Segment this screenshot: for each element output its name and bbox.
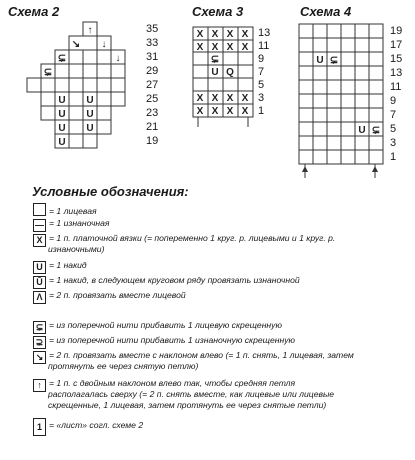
svg-text:X: X xyxy=(226,42,234,53)
legend-item-cdd: ↑ = 1 п. с двойным наклоном влево так, чтобы средняя петля xyxy=(33,378,295,392)
legend-item-garter-cont: изнаночными) xyxy=(48,244,105,254)
svg-text:⊊: ⊊ xyxy=(43,67,53,78)
m1-knit-symbol: ⊊ xyxy=(33,321,46,334)
knit-symbol xyxy=(33,203,46,216)
svg-text:X: X xyxy=(241,29,249,40)
svg-text:U: U xyxy=(58,137,66,148)
svg-text:Q: Q xyxy=(226,67,234,78)
svg-text:X: X xyxy=(226,106,234,117)
svg-text:↑: ↑ xyxy=(87,25,93,36)
svg-text:X: X xyxy=(196,42,204,53)
legend-item-ssk: ↘ = 2 п. провязать вместе с наклоном влево (= 1 п. снять, 1 лицевая, затем xyxy=(33,350,354,364)
charts-svg xyxy=(0,0,415,190)
svg-text:X: X xyxy=(241,106,249,117)
svg-text:↓: ↓ xyxy=(101,39,107,50)
svg-text:X: X xyxy=(226,93,234,104)
svg-text:⊊: ⊊ xyxy=(371,125,381,136)
svg-text:X: X xyxy=(196,106,204,117)
svg-text:U: U xyxy=(86,123,94,134)
scheme-2-title: Схема 2 xyxy=(8,4,60,19)
ssk-symbol: ↘ xyxy=(33,351,46,364)
svg-text:U: U xyxy=(316,55,324,66)
k2tog-symbol: Λ xyxy=(33,291,46,304)
svg-text:X: X xyxy=(196,93,204,104)
legend-item-k2tog: Λ = 2 п. провязать вместе лицевой xyxy=(33,290,186,304)
svg-text:X: X xyxy=(211,29,219,40)
scheme-2-row-numbers: 35 33 31 29 27 25 23 21 19 xyxy=(146,23,159,147)
legend-title: Условные обозначения: xyxy=(32,184,189,199)
svg-text:↓: ↓ xyxy=(115,53,121,64)
scheme-4-row-numbers: 19 17 15 13 11 9 7 5 3 1 xyxy=(390,25,403,163)
svg-text:X: X xyxy=(226,29,234,40)
leaf-symbol: 1 xyxy=(33,418,46,436)
legend-item-yarnover-purl: Ū = 1 накид, в следующем круговом ряду провязать изнаночной xyxy=(33,275,300,289)
scheme-3-title: Схема 3 xyxy=(192,4,244,19)
purl-symbol: — xyxy=(35,220,44,230)
scheme-4-grid xyxy=(299,24,383,178)
svg-text:U: U xyxy=(86,95,94,106)
svg-text:X: X xyxy=(211,93,219,104)
yarnover-symbol: U xyxy=(33,261,46,274)
legend-item-leaf: 1 = «лист» согл. схеме 2 xyxy=(33,418,143,436)
cdd-symbol: ↑ xyxy=(33,379,46,392)
svg-text:U: U xyxy=(58,123,66,134)
scheme-4-title: Схема 4 xyxy=(300,4,352,19)
m1-purl-symbol: ⊋ xyxy=(33,336,46,349)
svg-text:X: X xyxy=(196,29,204,40)
svg-text:↘: ↘ xyxy=(71,39,81,50)
legend-item-knit: = 1 лицевая xyxy=(33,203,97,216)
svg-text:X: X xyxy=(241,42,249,53)
svg-text:U: U xyxy=(358,125,366,136)
svg-text:U: U xyxy=(58,109,66,120)
garter-symbol: X xyxy=(33,234,46,247)
svg-text:⊊: ⊊ xyxy=(57,53,67,64)
svg-text:U: U xyxy=(58,95,66,106)
legend-item-yarnover: U = 1 накид xyxy=(33,260,87,274)
legend-item-purl: — = 1 изнаночная xyxy=(35,218,110,230)
scheme-3-row-numbers: 13 11 9 7 5 3 1 xyxy=(258,27,271,117)
svg-text:⊊: ⊊ xyxy=(329,55,339,66)
legend-item-garter: X = 1 п. платочной вязки (= попеременно 1 круг. р. лицевыми и 1 круг. р. xyxy=(33,233,335,247)
yarnover-purl-symbol: Ū xyxy=(33,276,46,289)
legend-item-m1-knit: ⊊ = из поперечной нити прибавить 1 лицевую скрещенную xyxy=(33,320,282,334)
svg-text:U: U xyxy=(211,67,219,78)
legend-item-ssk-cont: протянуть ее через снятую петлю) xyxy=(48,361,199,371)
legend-item-m1-purl: ⊋ = из поперечной нити прибавить 1 изнаночную скрещенную xyxy=(33,335,295,349)
legend-item-cdd-cont: располагалась сверху (= 2 п. снять вместе, как лицевые или лицевые xyxy=(48,389,335,399)
svg-text:U: U xyxy=(86,109,94,120)
svg-text:X: X xyxy=(241,93,249,104)
svg-text:X: X xyxy=(211,106,219,117)
svg-text:⊊: ⊊ xyxy=(210,54,220,65)
svg-text:X: X xyxy=(211,42,219,53)
legend-item-cdd-cont2: скрещенные, 1 лицевая, затем протянуть ее через снятые петли) xyxy=(48,400,327,410)
